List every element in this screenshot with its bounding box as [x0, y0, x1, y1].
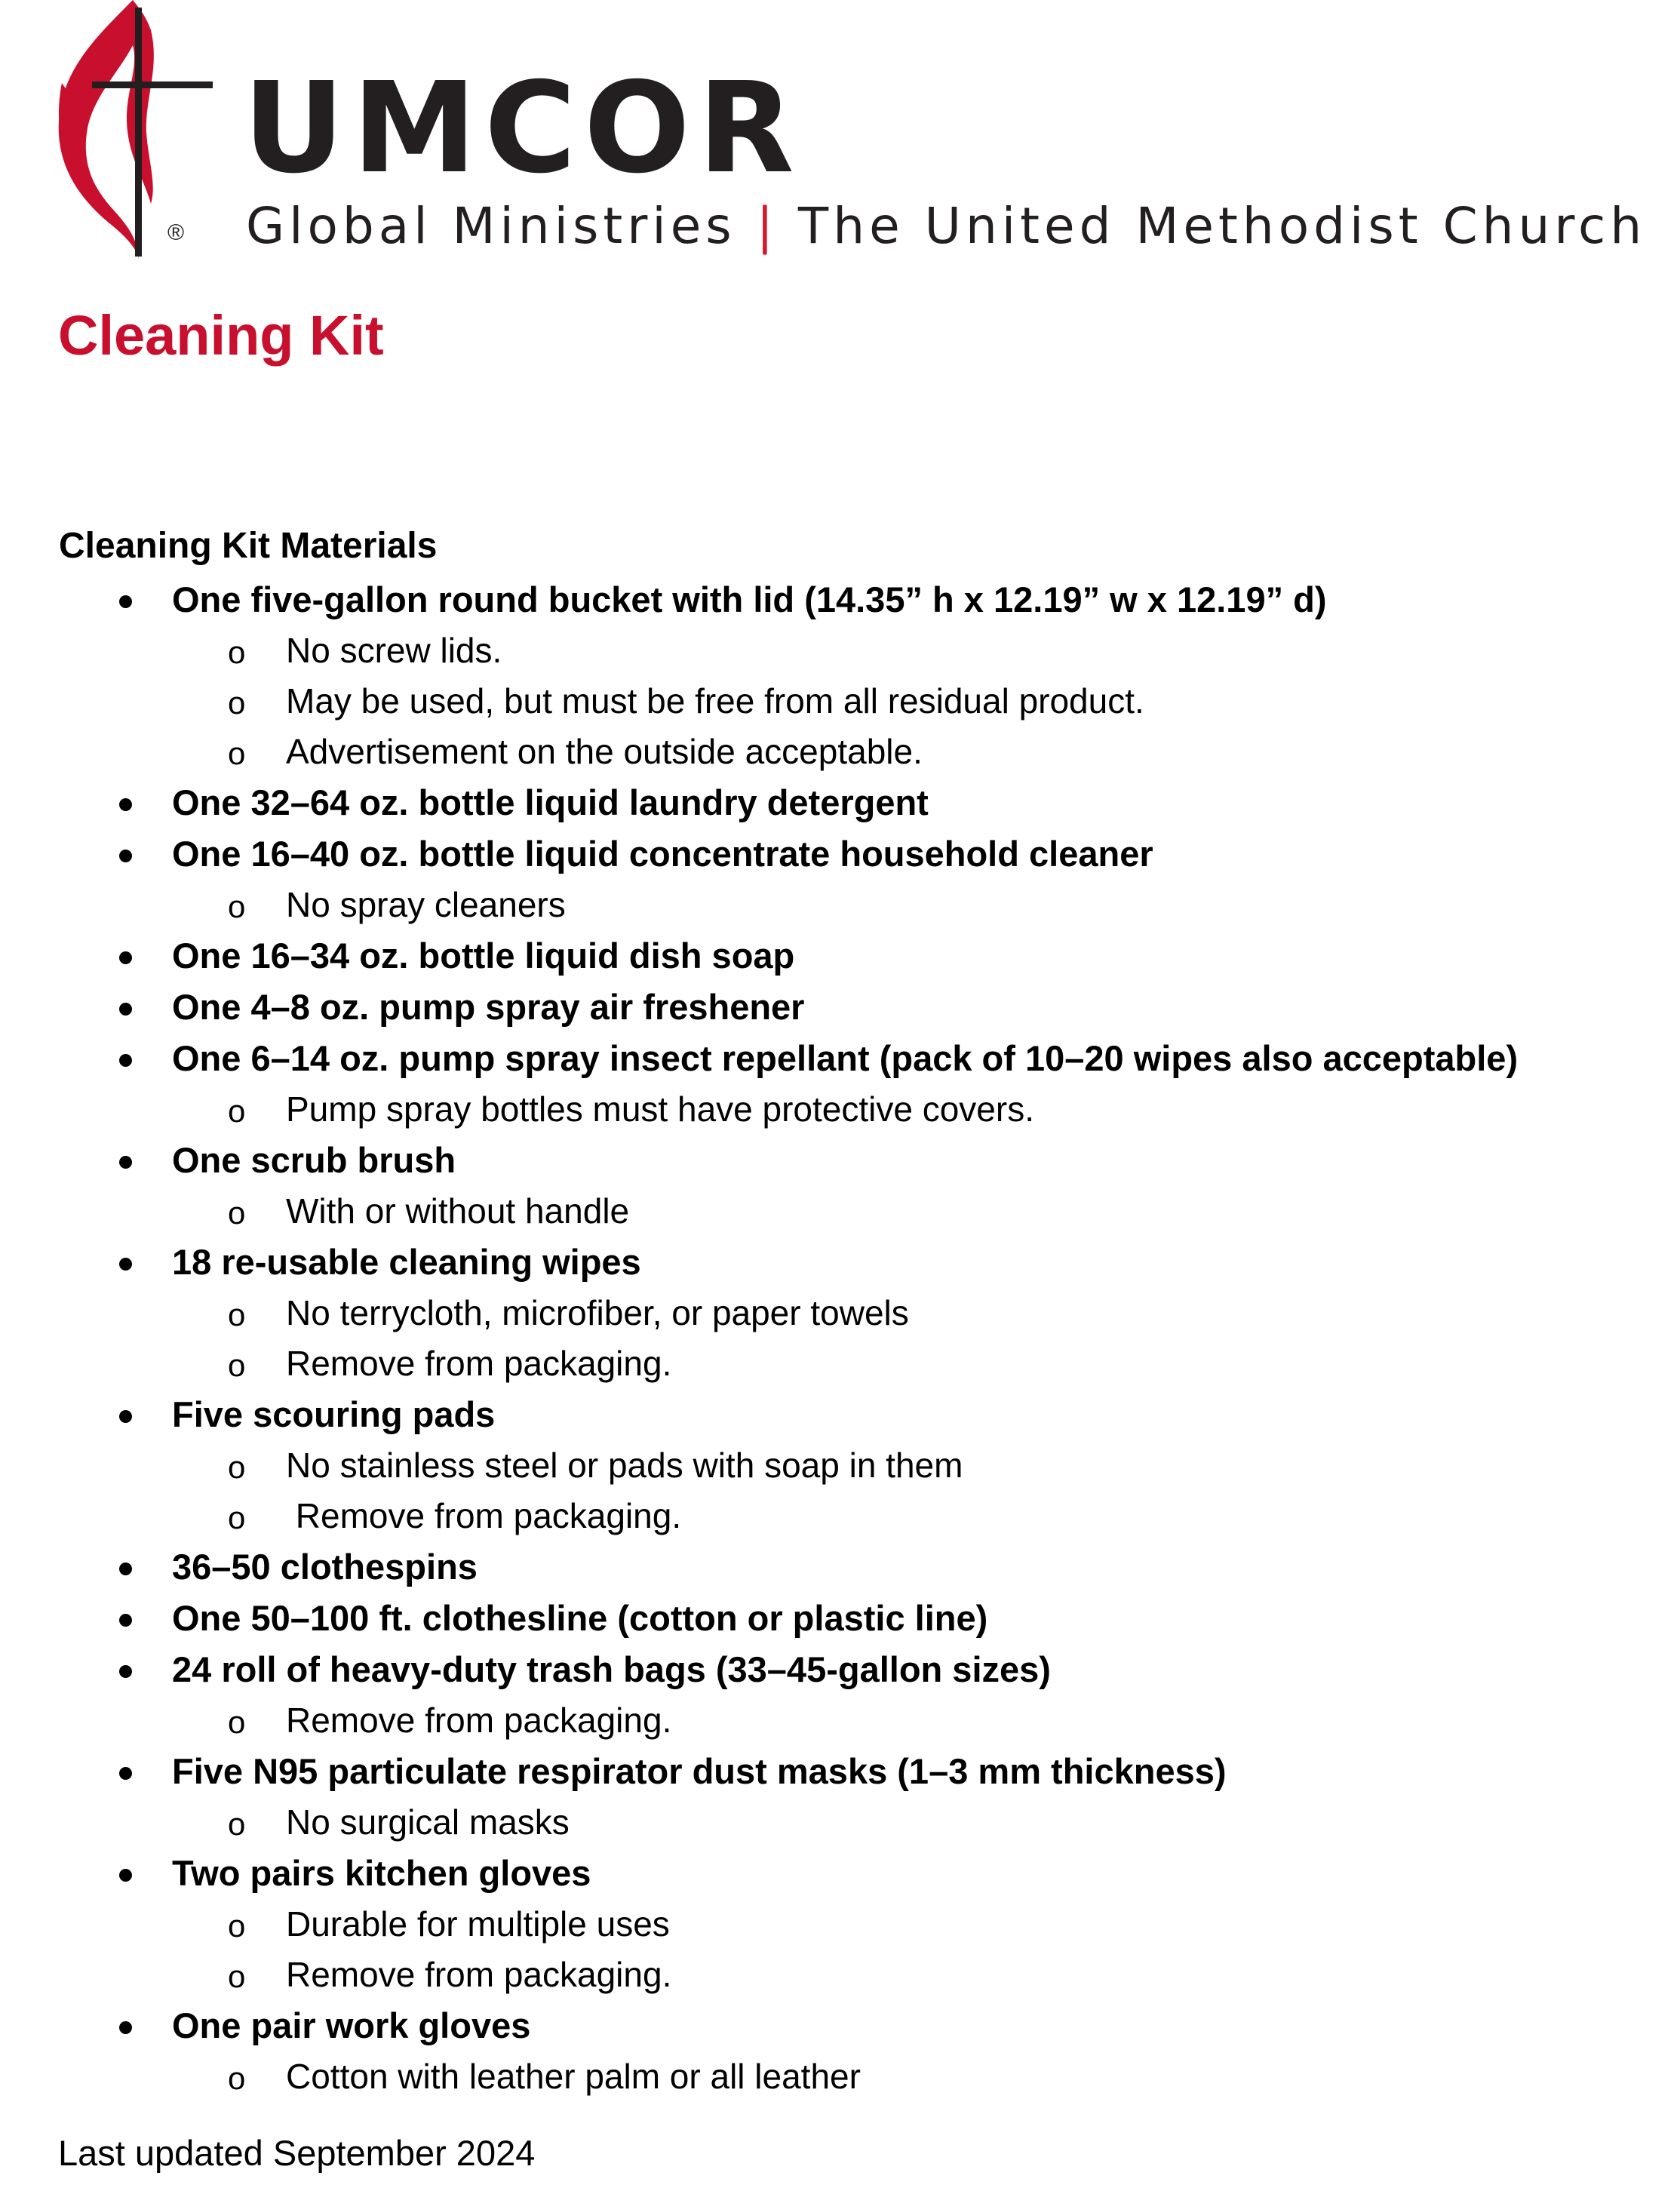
hollow-bullet-icon: o — [228, 1449, 246, 1485]
sub-list — [0, 1440, 1680, 1541]
list-item-text: One 16–34 oz. bottle liquid dish soap — [172, 936, 795, 976]
list-item-text: Five N95 particulate respirator dust masks (1–3 mm thickness) — [172, 1751, 1227, 1791]
hollow-bullet-icon: o — [228, 1347, 246, 1383]
list-item-text: One 16–40 oz. bottle liquid concentrate household cleaner — [172, 834, 1153, 874]
sub-list-item — [0, 676, 1680, 727]
list-item-text: One 32–64 oz. bottle liquid laundry detergent — [172, 782, 929, 822]
bullet-dot-icon — [119, 2021, 132, 2034]
bullet-dot-icon — [119, 1869, 132, 1882]
bullet-dot-icon — [119, 951, 132, 964]
list-item — [0, 1644, 1680, 1746]
bullet-dot-icon — [119, 1054, 132, 1067]
list-item-row — [0, 1389, 1680, 1440]
bullet-dot-icon — [119, 595, 132, 608]
list-item-row — [0, 1644, 1680, 1695]
list-item-text: One five-gallon round bucket with lid (14.35” h x 12.19” w x 12.19” d) — [172, 579, 1327, 619]
hollow-bullet-icon: o — [228, 1806, 246, 1842]
sub-list-item — [0, 1288, 1680, 1338]
sub-list-item — [0, 1491, 1680, 1541]
list-item — [0, 1135, 1680, 1237]
list-item-row — [0, 1593, 1680, 1644]
list-item-text: One 50–100 ft. clothesline (cotton or plastic line) — [172, 1598, 988, 1638]
hollow-bullet-icon: o — [228, 685, 246, 721]
sub-list-item — [0, 1338, 1680, 1389]
list-item-text: One 4–8 oz. pump spray air freshener — [172, 987, 805, 1027]
sub-list — [0, 625, 1680, 777]
sub-list-item — [0, 1695, 1680, 1746]
list-item-text: Two pairs kitchen gloves — [172, 1853, 591, 1893]
hollow-bullet-icon: o — [228, 1959, 246, 1994]
list-item — [0, 1237, 1680, 1389]
sub-list-item-text: No stainless steel or pads with soap in them — [286, 1446, 963, 1485]
list-item-row — [0, 982, 1680, 1033]
sub-list-item-text: No terrycloth, microfiber, or paper towels — [286, 1293, 909, 1332]
list-item-row — [0, 1135, 1680, 1186]
list-item-row — [0, 2000, 1680, 2051]
hollow-bullet-icon: o — [228, 1704, 246, 1740]
sub-list-item-text: Pump spray bottles must have protective covers. — [286, 1089, 1034, 1129]
cross-and-flame-icon — [54, 0, 217, 260]
list-item — [0, 1746, 1680, 1848]
sub-list — [0, 1288, 1680, 1389]
bullet-dot-icon — [119, 1003, 132, 1016]
sub-list-item-text: Cotton with leather palm or all leather — [286, 2057, 861, 2096]
bullet-dot-icon — [119, 1665, 132, 1678]
list-item-row — [0, 1237, 1680, 1288]
hollow-bullet-icon: o — [228, 1908, 246, 1944]
list-item — [0, 2000, 1680, 2102]
list-item-row — [0, 574, 1680, 625]
sub-list-item — [0, 727, 1680, 777]
sub-list-item — [0, 880, 1680, 930]
brand-tagline — [246, 198, 1646, 255]
hollow-bullet-icon: o — [228, 1195, 246, 1231]
sub-list-item-text: With or without handle — [286, 1191, 630, 1231]
sub-list-item-text: Remove from packaging. — [286, 1496, 682, 1535]
sub-list-item-text: Durable for multiple uses — [286, 1904, 670, 1944]
sub-list-item-text: Advertisement on the outside acceptable. — [286, 732, 923, 771]
section-heading: Cleaning Kit Materials — [59, 526, 438, 566]
tagline-organization: Global Ministries — [246, 197, 736, 255]
list-item — [0, 1593, 1680, 1644]
bullet-dot-icon — [119, 798, 132, 811]
list-item — [0, 1848, 1680, 2000]
registered-mark: ® — [167, 220, 185, 245]
sub-list-item-text: No screw lids. — [286, 631, 502, 670]
sub-list-item-text: No spray cleaners — [286, 885, 566, 924]
brand-name: UMCOR — [243, 56, 802, 201]
list-item — [0, 574, 1680, 777]
list-item-text: One 6–14 oz. pump spray insect repellant (pack of 10–20 wipes also acceptable) — [172, 1038, 1519, 1078]
list-item — [0, 1389, 1680, 1541]
list-item-row — [0, 828, 1680, 880]
cross-vertical — [135, 8, 142, 257]
list-item — [0, 930, 1680, 982]
sub-list-item — [0, 1440, 1680, 1491]
sub-list — [0, 880, 1680, 930]
sub-list-item — [0, 625, 1680, 676]
sub-list-item — [0, 1084, 1680, 1135]
bullet-dot-icon — [119, 1258, 132, 1271]
list-item — [0, 777, 1680, 828]
list-item-text: One pair work gloves — [172, 2005, 531, 2045]
sub-list-item — [0, 1797, 1680, 1848]
sub-list-item-text: May be used, but must be free from all residual product. — [286, 681, 1144, 721]
sub-list — [0, 2051, 1680, 2102]
sub-list — [0, 1084, 1680, 1135]
list-item-row — [0, 1746, 1680, 1797]
sub-list-item-text: No surgical masks — [286, 1802, 570, 1842]
hollow-bullet-icon: o — [228, 2060, 246, 2096]
list-item-text: One scrub brush — [172, 1140, 456, 1180]
list-item-row — [0, 1848, 1680, 1899]
sub-list-item — [0, 1899, 1680, 1950]
list-item-row — [0, 1033, 1680, 1084]
list-item-text: 36–50 clothespins — [172, 1547, 478, 1587]
bullet-dot-icon — [119, 1563, 132, 1575]
sub-list — [0, 1797, 1680, 1848]
list-item — [0, 1541, 1680, 1593]
bullet-dot-icon — [119, 1614, 132, 1627]
sub-list — [0, 1695, 1680, 1746]
hollow-bullet-icon: o — [228, 635, 246, 670]
bullet-dot-icon — [119, 1410, 132, 1423]
tagline-separator: | — [756, 197, 778, 255]
list-item-row — [0, 1541, 1680, 1593]
sub-list-item-text: Remove from packaging. — [286, 1701, 672, 1740]
list-item-row — [0, 930, 1680, 982]
sub-list-item — [0, 2051, 1680, 2102]
last-updated-footer: Last updated September 2024 — [58, 2133, 536, 2173]
sub-list-item-text: Remove from packaging. — [286, 1955, 672, 1994]
list-item — [0, 982, 1680, 1033]
bullet-dot-icon — [119, 1767, 132, 1780]
list-item-row — [0, 777, 1680, 828]
list-item-text: Five scouring pads — [172, 1394, 496, 1434]
sub-list-item-text: Remove from packaging. — [286, 1344, 672, 1383]
cross-horizontal — [92, 81, 213, 88]
bullet-dot-icon — [119, 1156, 132, 1169]
hollow-bullet-icon: o — [228, 889, 246, 924]
tagline-church: The United Methodist Church — [797, 197, 1647, 255]
sub-list — [0, 1186, 1680, 1237]
bullet-dot-icon — [119, 850, 132, 862]
list-item-text: 18 re-usable cleaning wipes — [172, 1242, 641, 1282]
hollow-bullet-icon: o — [228, 1093, 246, 1129]
document-title: Cleaning Kit — [58, 304, 384, 367]
list-item-text: 24 roll of heavy-duty trash bags (33–45-gallon sizes) — [172, 1649, 1051, 1689]
materials-list — [0, 574, 1680, 2102]
sub-list — [0, 1899, 1680, 2000]
hollow-bullet-icon: o — [228, 736, 246, 771]
hollow-bullet-icon: o — [228, 1500, 246, 1535]
sub-list-item — [0, 1950, 1680, 2000]
list-item — [0, 1033, 1680, 1135]
sub-list-item — [0, 1186, 1680, 1237]
hollow-bullet-icon: o — [228, 1297, 246, 1332]
list-item — [0, 828, 1680, 930]
